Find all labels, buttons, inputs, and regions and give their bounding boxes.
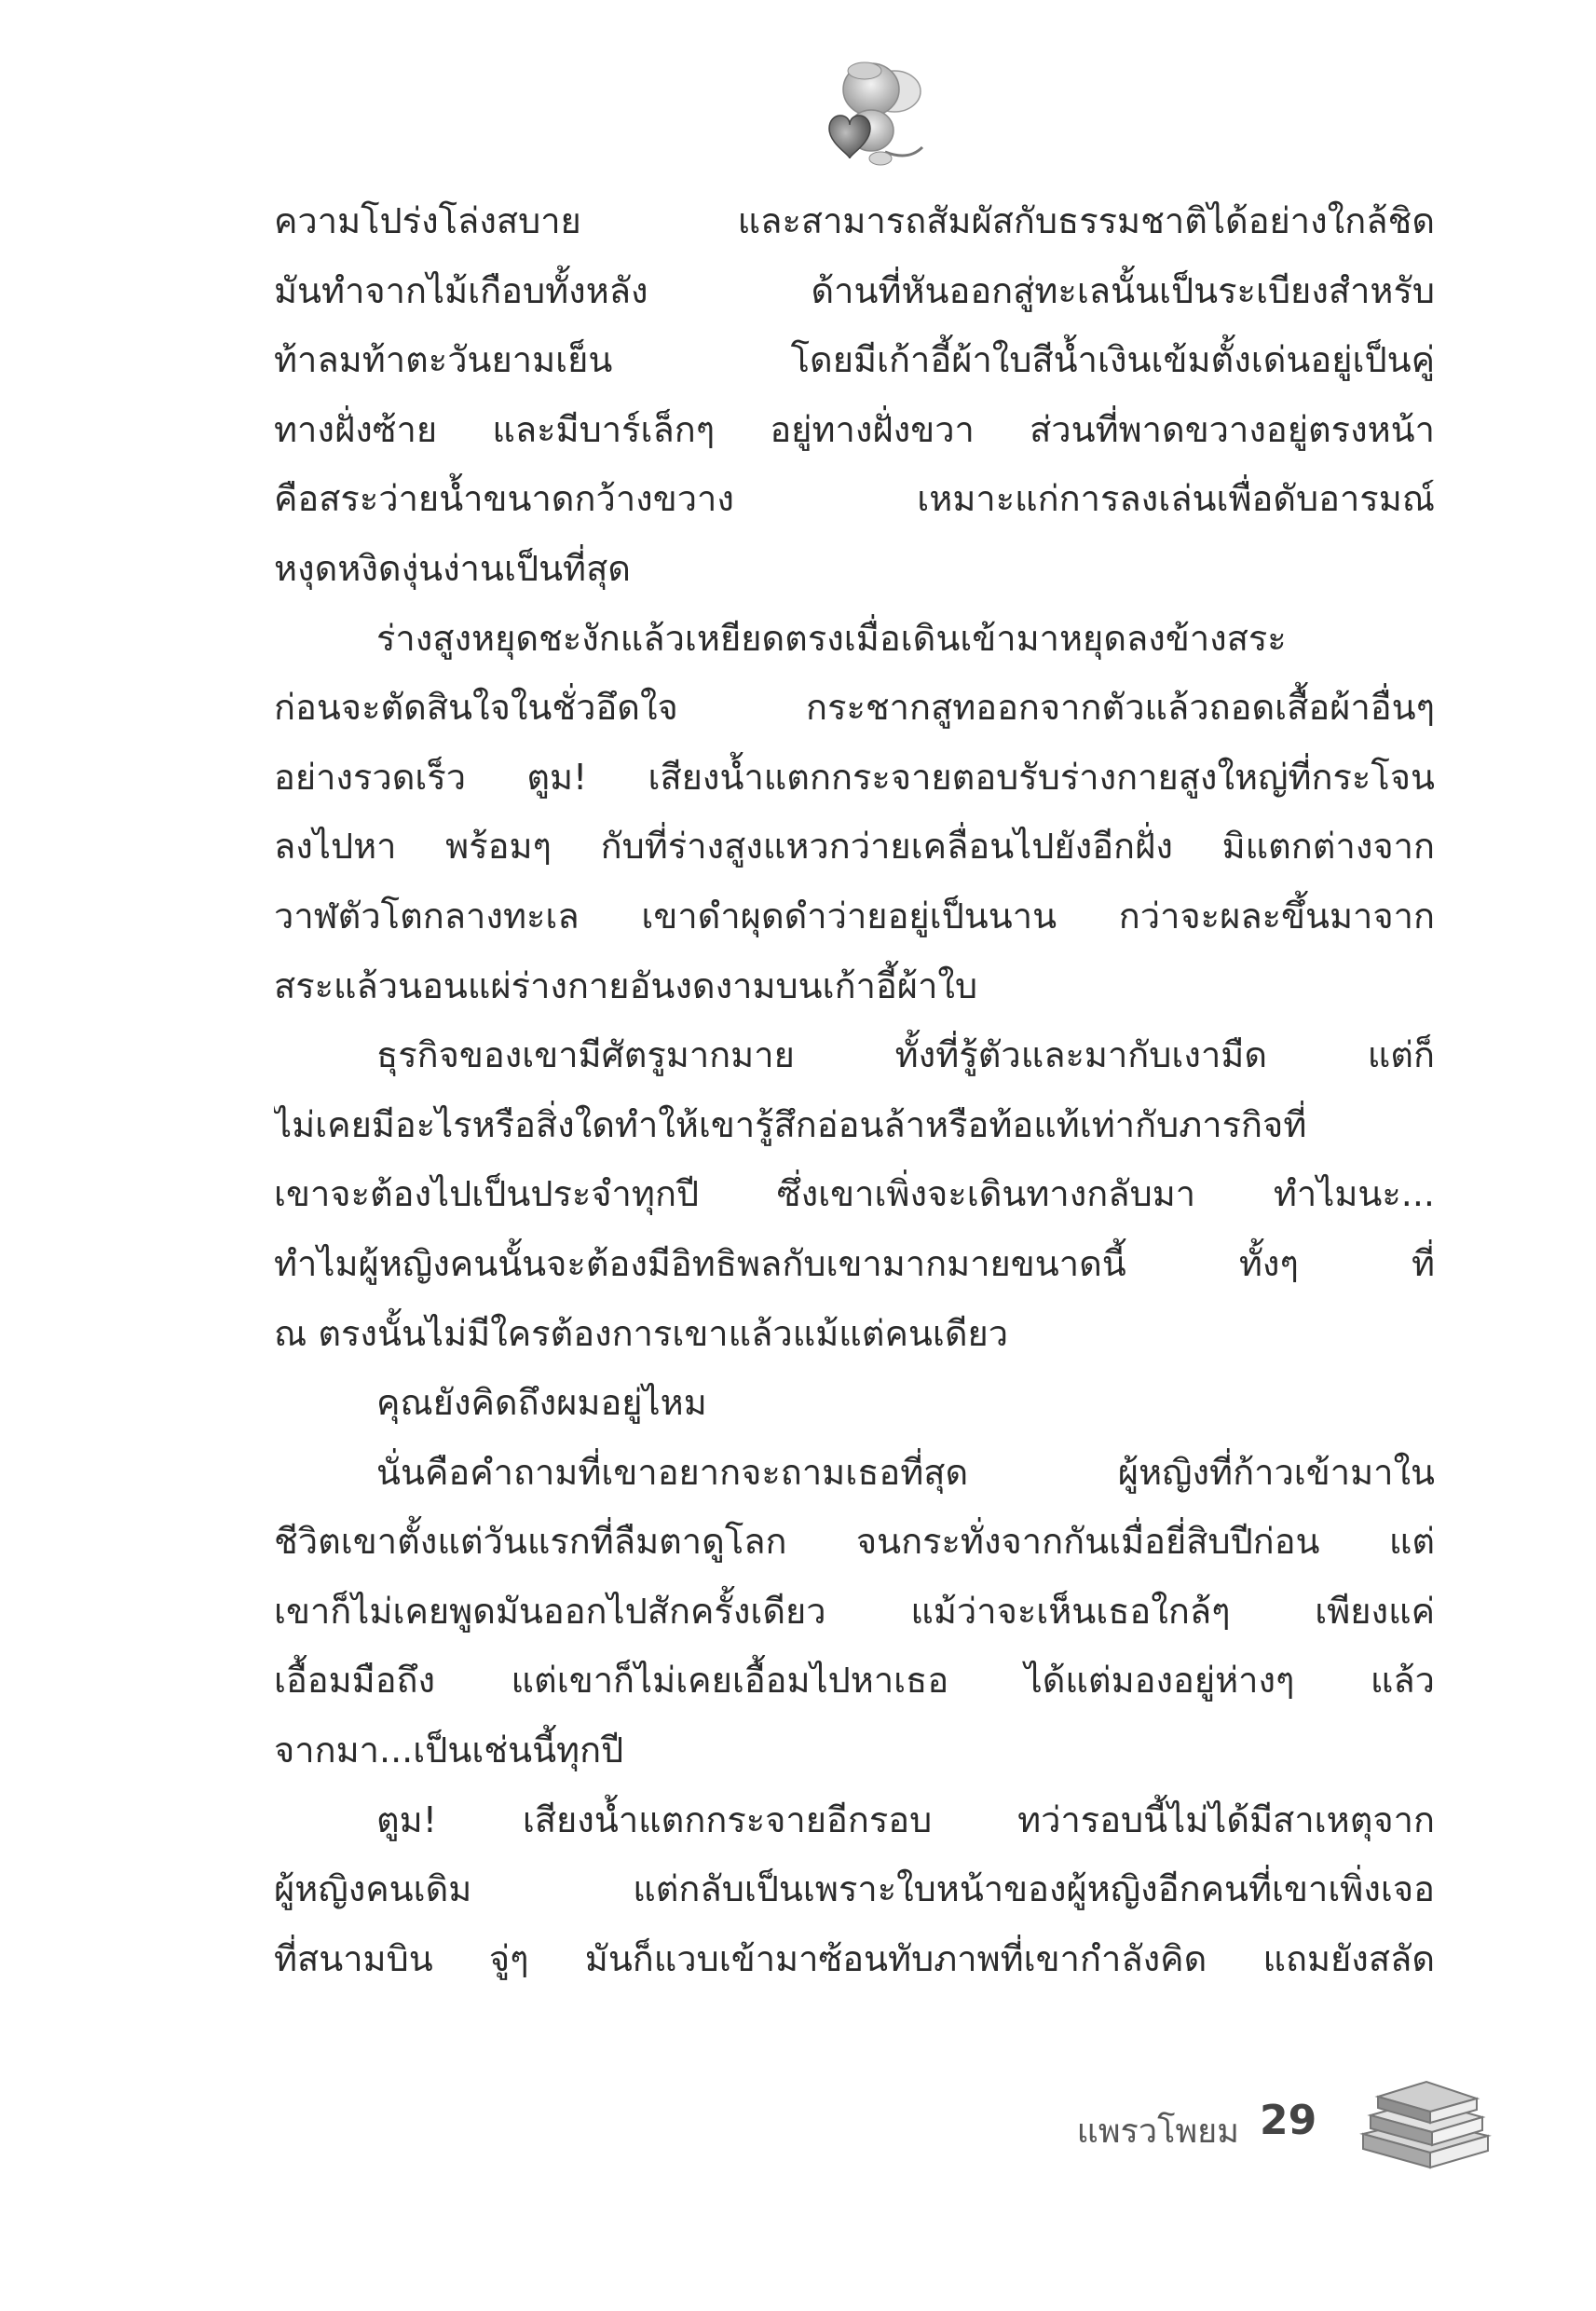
text-line: ทำไมผู้หญิงคนนั้นจะต้องมีอิทธิพลกับเขามากมายขนาดนี้ ทั้งๆ ที่ [274,1242,1435,1284]
text-line: ณ ตรงนั้นไม่มีใครต้องการเขาแล้วแม้แต่คนเดียว [274,1312,1009,1354]
text-line: ลงไปหา พร้อมๆ กับที่ร่างสูงแหวกว่ายเคลื่อนไปยังอีกฝั่ง มิแตกต่างจาก [274,826,1435,868]
text-line: ท้าลมท้าตะวันยามเย็น โดยมีเก้าอี้ผ้าใบสีน้ำเงินเข้มตั้งเด่นอยู่เป็นคู่ [274,339,1435,381]
stacked-books-icon [1356,2069,1495,2181]
text-line: ผู้หญิงคนเดิม แต่กลับเป็นเพราะใบหน้าของผู้หญิงอีกคนที่เขาเพิ่งเจอ [274,1868,1435,1910]
footer-book-title: แพรวโพยม [1076,2113,1239,2151]
text-line: มันทำจากไม้เกือบทั้งหลัง ด้านที่หันออกสู่ทะเลนั้นเป็นระเบียงสำหรับ [274,269,1435,311]
text-line: นั่นคือคำถามที่เขาอยากจะถามเธอที่สุด ผู้หญิงที่ก้าวเข้ามาใน [376,1451,1435,1493]
text-line: เขาก็ไม่เคยพูดมันออกไปสักครั้งเดียว แม้ว่าจะเห็นเธอใกล้ๆ เพียงแค่ [274,1590,1435,1632]
cupid-ornament-icon [801,54,932,175]
text-line: สระแล้วนอนแผ่ร่างกายอันงดงามบนเก้าอี้ผ้าใบ [274,964,978,1006]
text-line: หงุดหงิดงุ่นง่านเป็นที่สุด [274,547,631,589]
text-line: ไม่เคยมีอะไรหรือสิ่งใดทำให้เขารู้สึกอ่อนล้าหรือท้อแท้เท่ากับภารกิจที่ [274,1103,1307,1145]
text-line: วาฬตัวโตกลางทะเล เขาดำผุดดำว่ายอยู่เป็นนาน กว่าจะผละขึ้นมาจาก [274,895,1435,937]
text-line: คือสระว่ายน้ำขนาดกว้างขวาง เหมาะแก่การลงเล่นเพื่อดับอารมณ์ [274,478,1435,520]
text-line: ชีวิตเขาตั้งแต่วันแรกที่ลืมตาดูโลก จนกระทั่งจากกันเมื่อยี่สิบปีก่อน แต่ [274,1521,1435,1563]
text-line: คุณยังคิดถึงผมอยู่ไหม [376,1382,707,1424]
text-line: ร่างสูงหยุดชะงักแล้วเหยียดตรงเมื่อเดินเข้ามาหยุดลงข้างสระ [376,617,1287,659]
text-line: ก่อนจะตัดสินใจในชั่วอึดใจ กระชากสูทออกจากตัวแล้วถอดเสื้อผ้าอื่นๆ [274,687,1435,729]
text-line: เอื้อมมือถึง แต่เขาก็ไม่เคยเอื้อมไปหาเธอ ได้แต่มองอยู่ห่างๆ แล้ว [274,1660,1435,1702]
text-line: ธุรกิจของเขามีศัตรูมากมาย ทั้งที่รู้ตัวและมากับเงามืด แต่ก็ [376,1034,1435,1076]
body-text [274,186,1435,1993]
text-line: ที่สนามบิน จู่ๆ มันก็แวบเข้ามาซ้อนทับภาพที่เขากำลังคิด แถมยังสลัด [274,1937,1435,1979]
text-line: จากมา...เป็นเช่นนี้ทุกปี [274,1730,624,1771]
footer-page-number: 29 [1260,2097,1317,2144]
text-line: เขาจะต้องไปเป็นประจำทุกปี ซึ่งเขาเพิ่งจะเดินทางกลับมา ทำไมนะ... [274,1173,1435,1215]
text-line: อย่างรวดเร็ว ตูม! เสียงน้ำแตกกระจายตอบรับร่างกายสูงใหญ่ที่กระโจน [274,756,1435,798]
text-line: ทางฝั่งซ้าย และมีบาร์เล็กๆ อยู่ทางฝั่งขวา ส่วนที่พาดขวางอยู่ตรงหน้า [274,408,1435,450]
text-line: ความโปร่งโล่งสบาย และสามารถสัมผัสกับธรรมชาติได้อย่างใกล้ชิด [274,200,1435,241]
text-line: ตูม! เสียงน้ำแตกกระจายอีกรอบ ทว่ารอบนี้ไม่ได้มีสาเหตุจาก [376,1798,1435,1840]
